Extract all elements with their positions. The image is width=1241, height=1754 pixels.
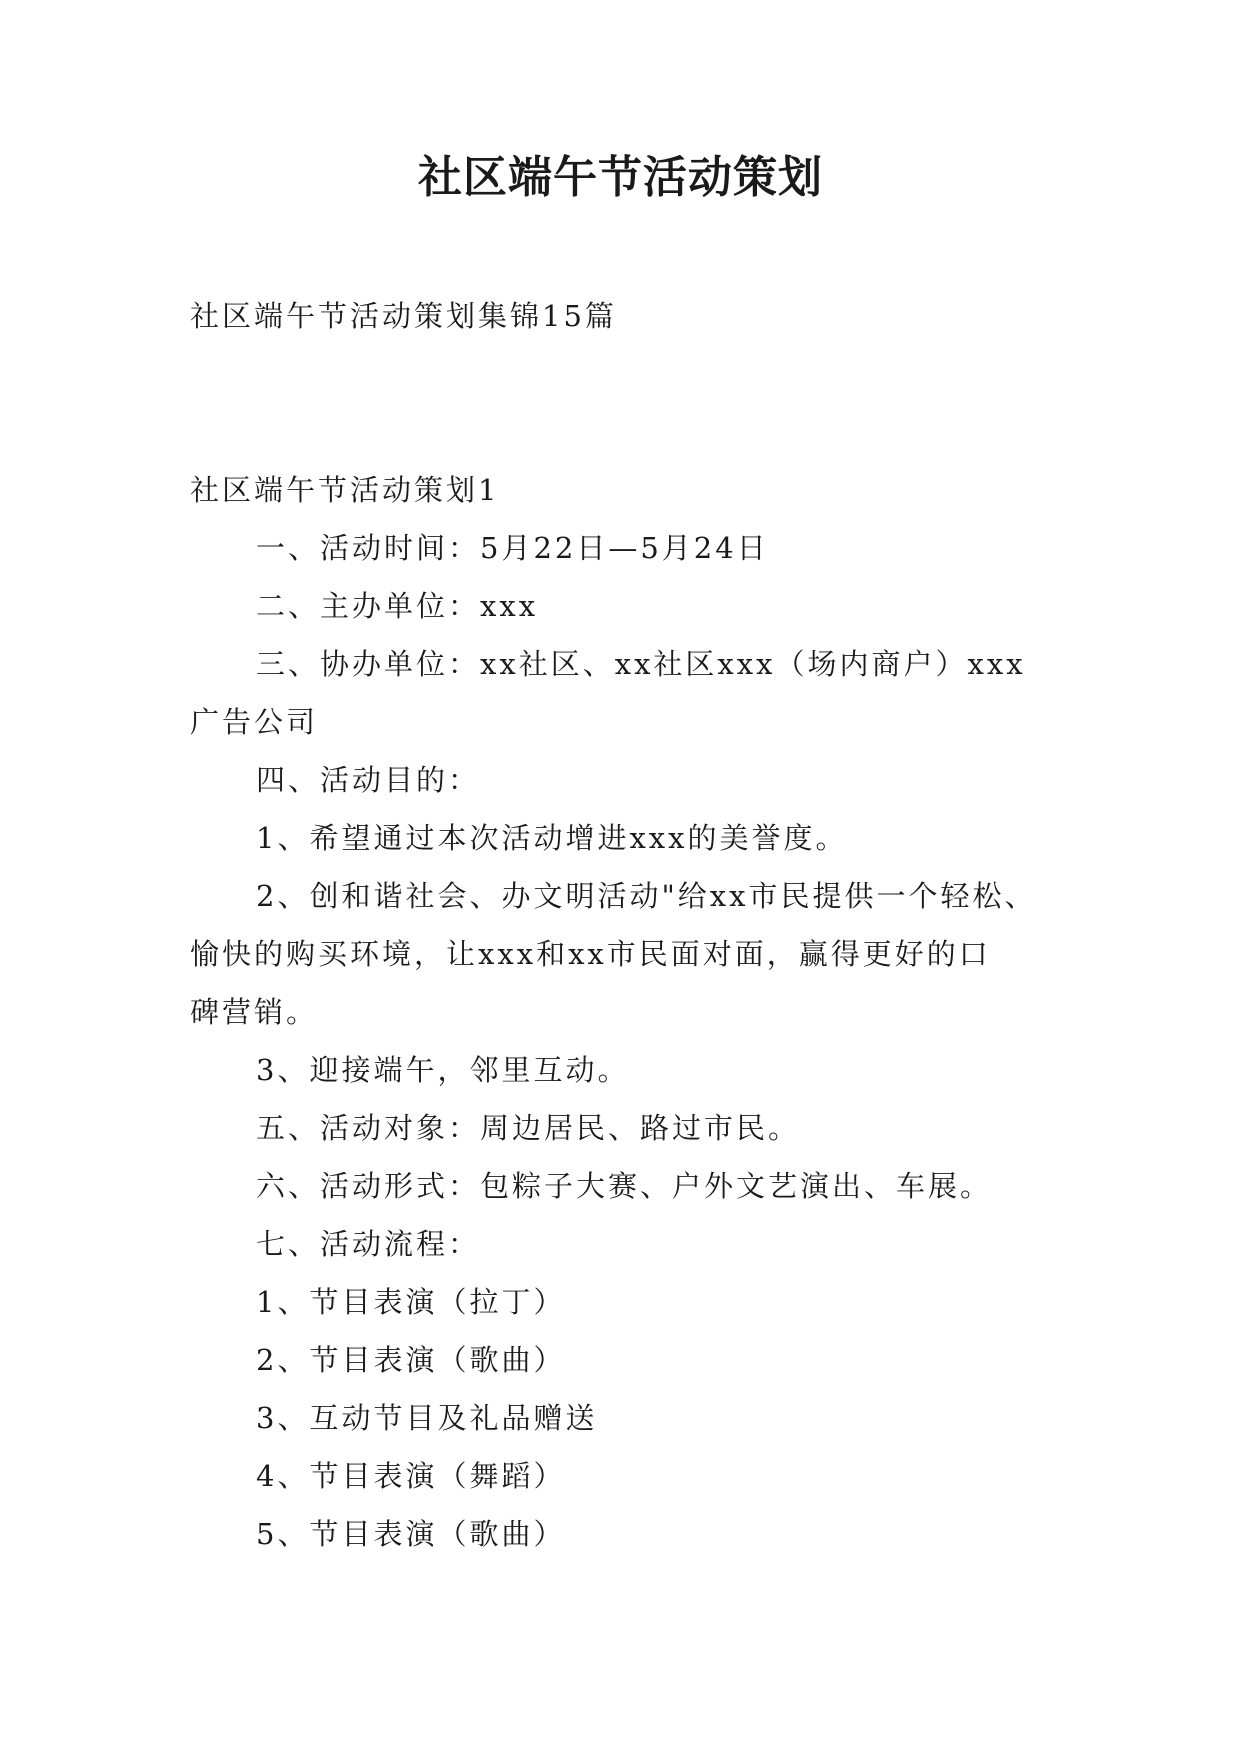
paragraph-line: 五、活动对象：周边居民、路过市民。 <box>256 1111 801 1145</box>
paragraph-line: 二、主办单位：xxx <box>256 589 539 623</box>
section-heading: 社区端午节活动策划1 <box>190 473 500 507</box>
paragraph-line: 愉快的购买环境，让xxx和xx市民面对面，赢得更好的口 <box>190 937 991 971</box>
paragraph-line: 四、活动目的： <box>256 763 481 797</box>
document-title: 社区端午节活动策划 <box>418 152 823 203</box>
paragraph-line: 1、节目表演（拉丁） <box>256 1285 566 1319</box>
paragraph-line: 2、节目表演（歌曲） <box>256 1343 566 1377</box>
paragraph-line: 1、希望通过本次活动增进xxx的美誉度。 <box>256 821 848 855</box>
paragraph-line: 3、互动节目及礼品赠送 <box>256 1401 598 1435</box>
paragraph-line: 碑营销。 <box>190 995 319 1029</box>
paragraph-line: 5、节目表演（歌曲） <box>256 1517 566 1551</box>
paragraph-line: 2、创和谐社会、办文明活动"给xx市民提供一个轻松、 <box>256 879 1037 913</box>
paragraph-line: 3、迎接端午，邻里互动。 <box>256 1053 630 1087</box>
paragraph-line: 七、活动流程： <box>256 1227 481 1261</box>
paragraph-line: 六、活动形式：包粽子大赛、户外文艺演出、车展。 <box>256 1169 993 1203</box>
paragraph-line: 一、活动时间：5月22日—5月24日 <box>256 531 769 565</box>
paragraph-line: 广告公司 <box>190 705 319 739</box>
paragraph-line: 4、节目表演（舞蹈） <box>256 1459 566 1493</box>
paragraph-line: 三、协办单位：xx社区、xx社区xxx（场内商户）xxx <box>256 647 1026 681</box>
document-subtitle: 社区端午节活动策划集锦15篇 <box>190 299 617 333</box>
